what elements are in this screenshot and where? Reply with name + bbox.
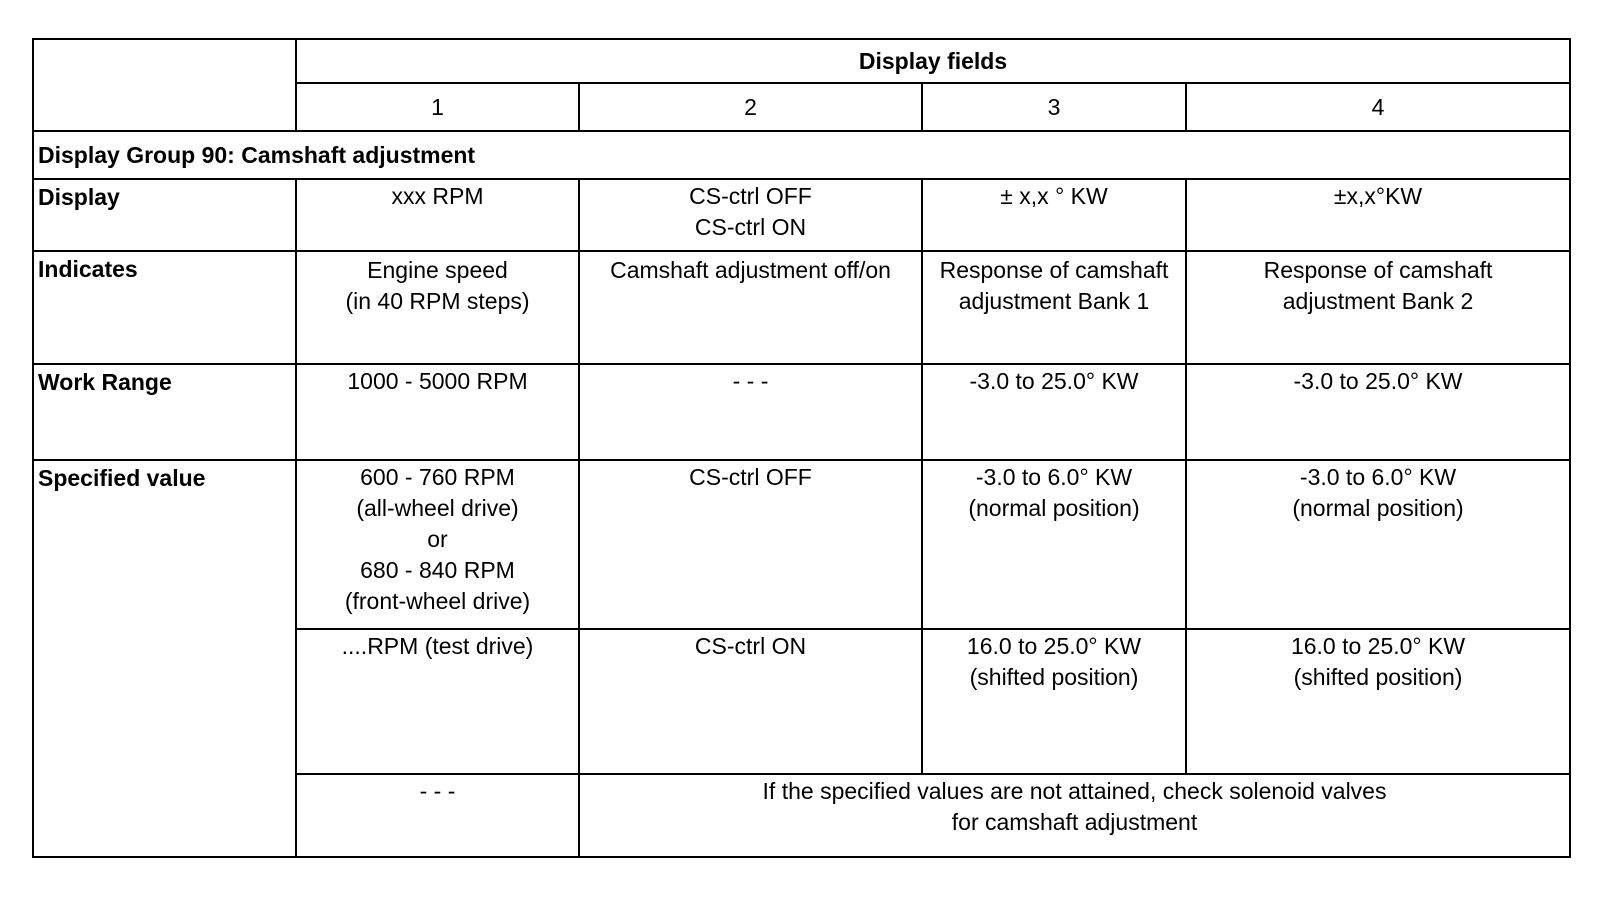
- display-field-2: CS-ctrl OFF CS-ctrl ON: [579, 179, 922, 251]
- indicates-field-3: Response of camshaft adjustment Bank 1: [922, 251, 1186, 364]
- specified-test-field-3: 16.0 to 25.0° KW (shifted position): [922, 629, 1186, 774]
- row-indicates: [33, 251, 1570, 364]
- column-header-3: 3: [922, 83, 1186, 131]
- work-range-field-2: - - -: [579, 364, 922, 460]
- group-title: Display Group 90: Camshaft adjustment: [33, 131, 1570, 179]
- header-corner-cell: [33, 39, 296, 131]
- specified-idle-field-1: 600 - 760 RPM (all-wheel drive) or 680 - 840 RPM (front-wheel drive): [296, 460, 579, 629]
- display-field-3: ± x,x ° KW: [922, 179, 1186, 251]
- display-field-4: ±x,x°KW: [1186, 179, 1570, 251]
- specified-note-field-1: - - -: [296, 774, 579, 857]
- header-row-title: [33, 39, 1570, 83]
- row-work-range: [33, 364, 1570, 460]
- specified-idle-field-3: -3.0 to 6.0° KW (normal position): [922, 460, 1186, 629]
- column-header-4: 4: [1186, 83, 1570, 131]
- group-title-row: [33, 131, 1570, 179]
- solenoid-valve-note: If the specified values are not attained, check solenoid valves for camshaft adjustment: [579, 774, 1570, 857]
- row-label-specified-value: Specified value: [33, 460, 296, 857]
- column-header-1: 1: [296, 83, 579, 131]
- row-label-work-range: Work Range: [33, 364, 296, 460]
- row-specified-idle: [33, 460, 1570, 629]
- row-label-display: Display: [33, 179, 296, 251]
- work-range-field-4: -3.0 to 25.0° KW: [1186, 364, 1570, 460]
- specified-test-field-4: 16.0 to 25.0° KW (shifted position): [1186, 629, 1570, 774]
- specified-test-field-2: CS-ctrl ON: [579, 629, 922, 774]
- display-fields-heading: Display fields: [296, 39, 1570, 83]
- specified-idle-field-2: CS-ctrl OFF: [579, 460, 922, 629]
- indicates-field-4: Response of camshaft adjustment Bank 2: [1186, 251, 1570, 364]
- indicates-field-1: Engine speed (in 40 RPM steps): [296, 251, 579, 364]
- indicates-field-2: Camshaft adjustment off/on: [579, 251, 922, 364]
- specified-idle-field-4: -3.0 to 6.0° KW (normal position): [1186, 460, 1570, 629]
- work-range-field-1: 1000 - 5000 RPM: [296, 364, 579, 460]
- display-field-1: xxx RPM: [296, 179, 579, 251]
- specified-test-field-1: ....RPM (test drive): [296, 629, 579, 774]
- column-header-2: 2: [579, 83, 922, 131]
- row-label-indicates: Indicates: [33, 251, 296, 364]
- display-group-table: [32, 38, 1571, 858]
- work-range-field-3: -3.0 to 25.0° KW: [922, 364, 1186, 460]
- row-display: [33, 179, 1570, 251]
